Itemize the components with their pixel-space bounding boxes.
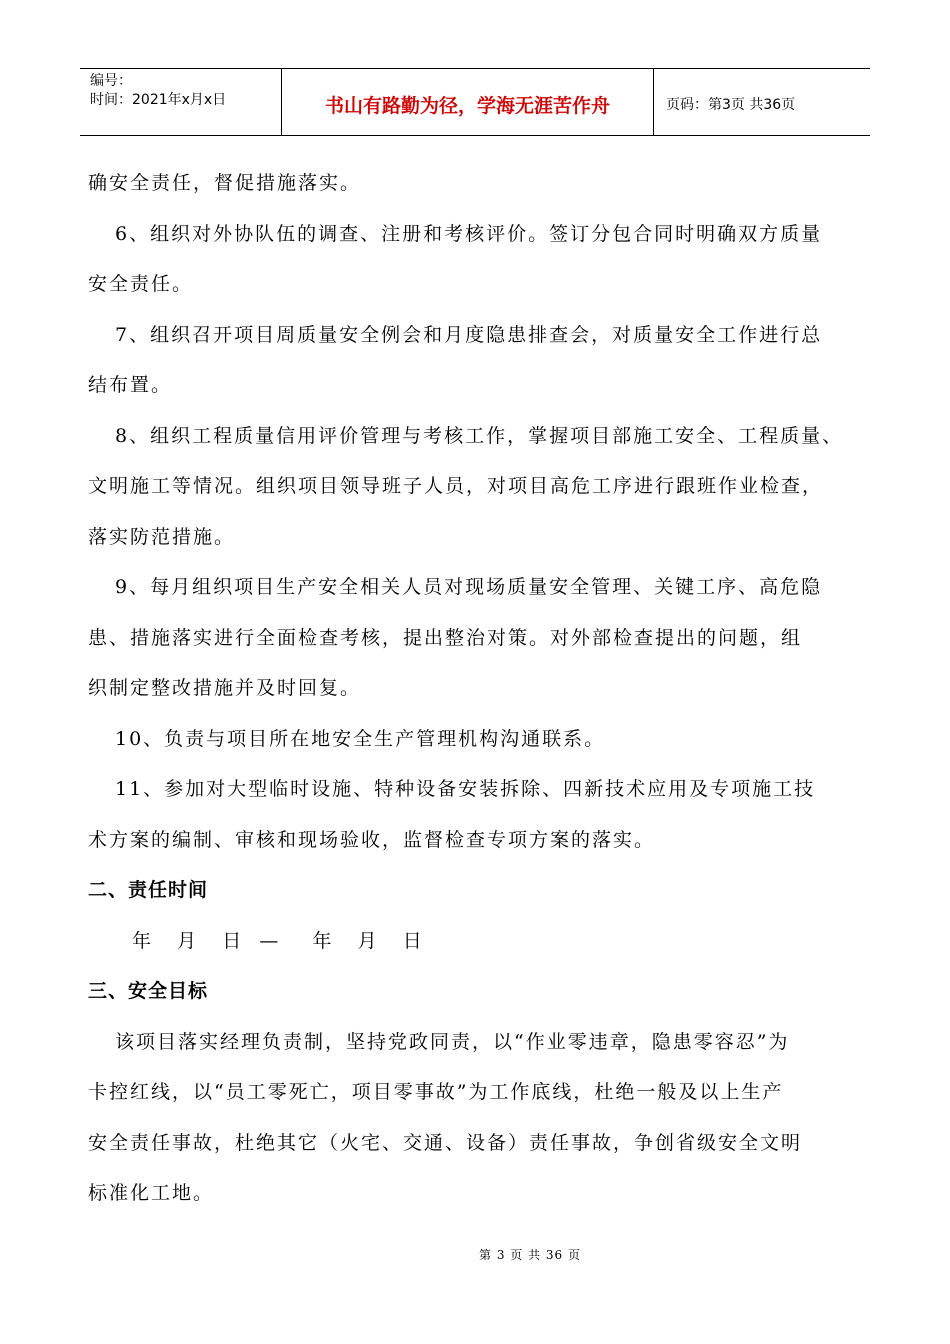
page-header [80,68,870,136]
document-number-label: 编号： [90,73,132,89]
body-line: 术方案的编制、审核和现场验收，监督检查专项方案的落实。 [88,828,656,851]
document-date: 时间：2021年x月x日 [90,92,227,108]
document-body [88,158,878,1219]
date-range: 年 月 日 — 年 月 日 [132,929,424,952]
body-line: 6、组织对外协队伍的调查、注册和考核评价。签订分包合同时明确双方质量 [115,222,823,245]
body-line: 患、措施落实进行全面检查考核，提出整治对策。对外部检查提出的问题，组 [88,626,803,649]
goal-line: 该项目落实经理负责制，坚持党政同责，以“作业零违章，隐患零容忍”为 [115,1030,790,1053]
header-meta [80,69,282,135]
body-line: 确安全责任，督促措施落实。 [88,172,362,194]
body-line: 7、组织召开项目周质量安全例会和月度隐患排查会，对质量安全工作进行总 [115,323,823,346]
body-line: 10、负责与项目所在地安全生产管理机构沟通联系。 [115,727,606,750]
body-line: 文明施工等情况。组织项目领导班子人员，对项目高危工序进行跟班作业检查， [88,475,824,497]
header-motto: 书山有路勤为径，学海无涯苦作舟 [282,69,654,135]
body-line: 落实防范措施。 [88,525,236,548]
goal-line: 安全责任事故，杜绝其它（火宅、交通、设备）责任事故，争创省级安全文明 [88,1131,803,1154]
body-line: 9、每月组织项目生产安全相关人员对现场质量安全管理、关键工序、高危隐 [115,576,823,598]
goal-line: 卡控红线，以“员工零死亡，项目零事故”为工作底线，杜绝一般及以上生产 [88,1081,784,1103]
body-line: 8、组织工程质量信用评价管理与考核工作，掌握项目部施工安全、工程质量、 [115,424,844,447]
body-line: 安全责任。 [88,273,194,295]
header-page-info: 页码：第3页 共36页 [666,97,796,113]
body-line: 织制定整改措施并及时回复。 [88,677,362,699]
section-heading-safety-goal: 三、安全目标 [88,980,209,1002]
goal-line: 标准化工地。 [88,1182,215,1204]
body-line: 结布置。 [88,374,173,396]
body-line: 11、参加对大型临时设施、特种设备安装拆除、四新技术应用及专项施工技 [115,778,816,800]
section-heading-responsibility-time: 二、责任时间 [88,879,209,901]
page-footer: 第 3 页 共 36 页 [479,1248,581,1262]
